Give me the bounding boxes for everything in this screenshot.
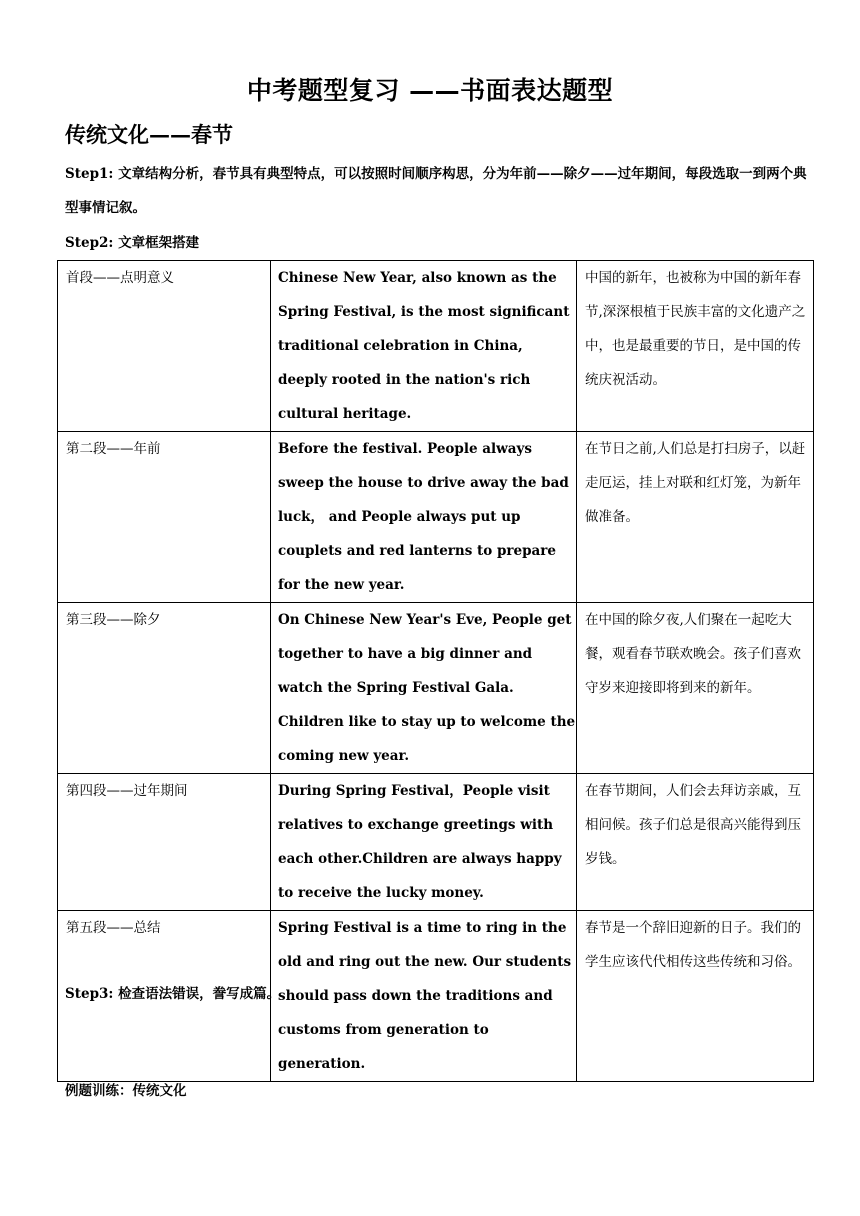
- table-row: [58, 432, 814, 603]
- table-row: [58, 603, 814, 774]
- english-cell: On Chinese New Year's Eve, People get together to have a big dinner and watch the Spring Festival Gala. Children like to stay up to welcome the coming new year.: [271, 603, 577, 774]
- chinese-cell: 在节日之前,人们总是打扫房子，以赶走厄运，挂上对联和红灯笼，为新年做准备。: [577, 432, 814, 603]
- english-cell: During Spring Festival，People visit relatives to exchange greetings with each other.Children are always happy to receive the lucky money.: [271, 774, 577, 911]
- chinese-cell: 中国的新年，也被称为中国的新年春节,深深根植于民族丰富的文化遗产之中，也是最重要的节日，是中国的传统庆祝活动。: [577, 261, 814, 432]
- page-title: 中考题型复习 ——书面表达题型: [246, 76, 614, 105]
- section-cell: 首段——点明意义: [58, 261, 271, 432]
- table-row: [58, 774, 814, 911]
- example-heading: 例题训练：传统文化: [65, 1083, 187, 1099]
- framework-table: [57, 260, 814, 1082]
- step1-paragraph: Step1: 文章结构分析，春节具有典型特点，可以按照时间顺序构思，分为年前——除夕——过年期间，每段选取一到两个典型事情记叙。: [65, 166, 807, 216]
- section-cell: 第五段——总结: [58, 911, 271, 1082]
- table-row: [58, 261, 814, 432]
- section-cell: 第四段——过年期间: [58, 774, 271, 911]
- chinese-cell: 春节是一个辞旧迎新的日子。我们的学生应该代代相传这些传统和习俗。: [577, 911, 814, 1082]
- step3-paragraph: Step3: 检查语法错误，誊写成篇。: [65, 986, 281, 1002]
- step2-paragraph: Step2: 文章框架搭建: [65, 235, 200, 251]
- english-cell: Before the festival. People always sweep the house to drive away the bad luck， and People always put up couplets and red lanterns to prepare for the new year.: [271, 432, 577, 603]
- english-cell: Spring Festival is a time to ring in the old and ring out the new. Our students should pass down the traditions and customs from generation to generation.: [271, 911, 577, 1082]
- section-heading: 传统文化——春节: [65, 122, 233, 147]
- chinese-cell: 在春节期间，人们会去拜访亲戚，互相问候。孩子们总是很高兴能得到压岁钱。: [577, 774, 814, 911]
- section-cell: 第三段——除夕: [58, 603, 271, 774]
- section-cell: 第二段——年前: [58, 432, 271, 603]
- english-cell: Chinese New Year, also known as the Spring Festival, is the most significant traditional celebration in China, deeply rooted in the nation's rich cultural heritage.: [271, 261, 577, 432]
- chinese-cell: 在中国的除夕夜,人们聚在一起吃大餐，观看春节联欢晚会。孩子们喜欢守岁来迎接即将到来的新年。: [577, 603, 814, 774]
